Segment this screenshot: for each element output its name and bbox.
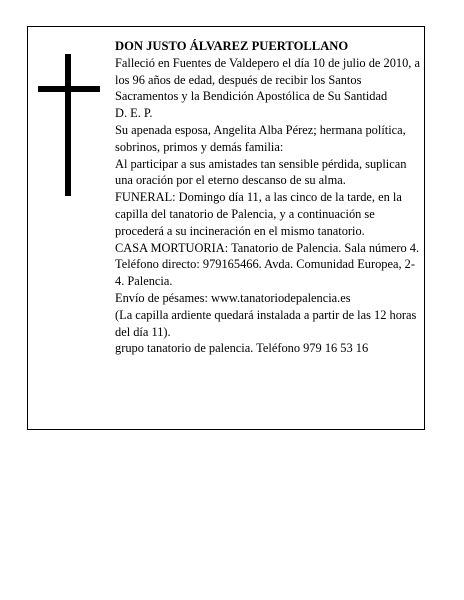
funeral-home-contact: grupo tanatorio de palencia. Teléfono 979 16 53 16 <box>115 341 369 356</box>
funeral-details: FUNERAL: Domingo día 11, a las cinco de la tarde, en la capilla del tanatorio de Palencia, y a continuación se procederá a su incineración en el mismo tanatorio. <box>115 190 402 238</box>
family-mourners: Su apenada esposa, Angelita Alba Pérez; hermana política, sobrinos, primos y demás familia: <box>115 122 406 154</box>
chapel-note: (La capilla ardiente quedará instalada a partir de las 12 horas del día 11). <box>115 307 417 339</box>
condolences-link: Envío de pésames: www.tanatoriodepalencia.es <box>115 290 351 305</box>
cross-vertical-bar <box>65 54 71 196</box>
deceased-name: DON JUSTO ÁLVAREZ PUERTOLLANO <box>115 39 349 53</box>
cross-icon <box>38 54 100 196</box>
rest-in-peace: D. E. P. <box>115 106 153 121</box>
cross-horizontal-bar <box>38 86 100 92</box>
mortuary-details: CASA MORTUORIA: Tanatorio de Palencia. Sala número 4. Teléfono directo: 979165466. Avda. Comunidad Europea, 2-4. Palencia. <box>115 240 420 289</box>
obituary-text <box>115 38 421 357</box>
death-announcement: Falleció en Fuentes de Valdepero el día 10 de julio de 2010, a los 96 años de edad, después de recibir los Santos Sacramentos y la Bendición Apostólica de Su Santidad <box>115 55 420 104</box>
prayer-request: Al participar a sus amistades tan sensible pérdida, suplican una oración por el eterno descanso de su alma. <box>115 156 407 188</box>
